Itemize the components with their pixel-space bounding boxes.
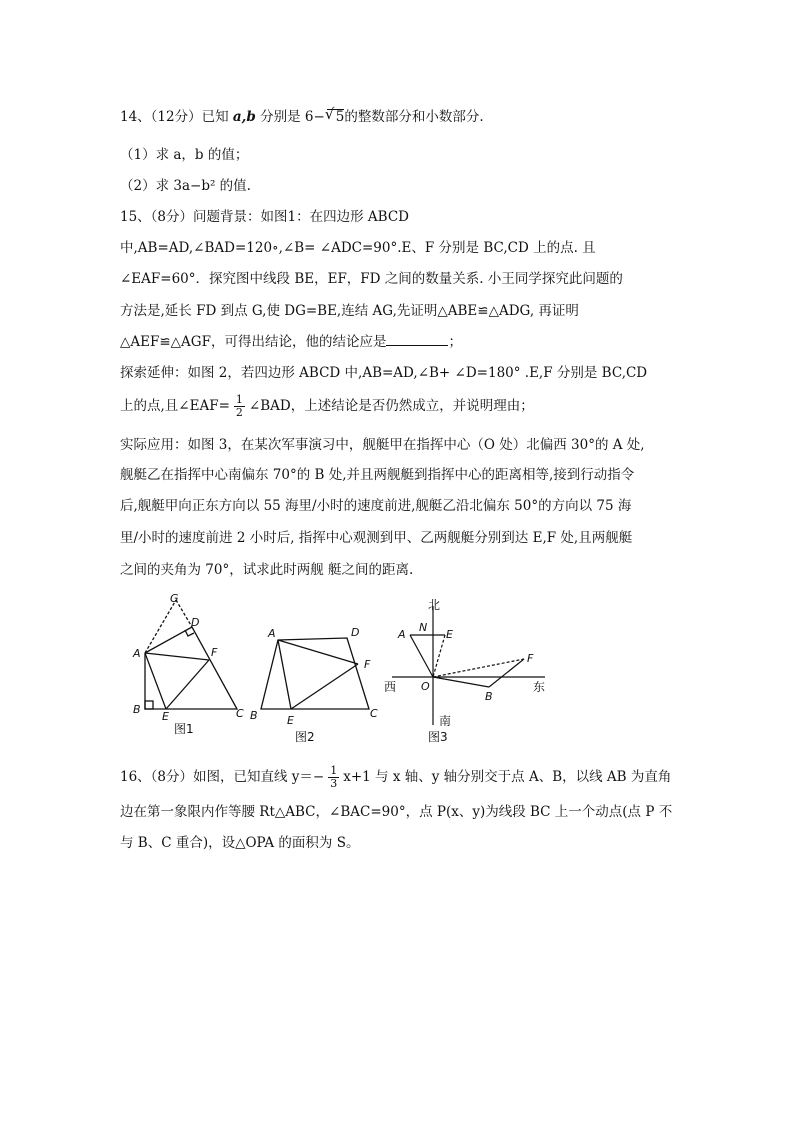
fig2-caption: 图2 bbox=[295, 730, 315, 744]
fig1-label-e: E bbox=[162, 710, 169, 723]
q14-part1: （1）求 a，b 的值； bbox=[120, 147, 249, 163]
fraction-numerator: 1 bbox=[235, 393, 243, 406]
fig1-label-c: C bbox=[236, 707, 244, 720]
fig3-label-north: 北 bbox=[428, 598, 441, 612]
fig3-label-n: N bbox=[419, 621, 428, 634]
q15-line-12: 之间的夹角为 70°，试求此时两舰 艇之间的距离. bbox=[120, 562, 414, 578]
q15-line-2: 中,AB=AD,∠BAD=120∘,∠B= ∠ADC=90°.E、F 分别是 BC,CD 上的点. 且 bbox=[120, 240, 596, 256]
q16-line-1-end: x+1 与 x 轴、y 轴分别交于点 A、B，以线 AB 为直角 bbox=[343, 769, 672, 785]
fig2-label-d: D bbox=[351, 626, 360, 639]
fraction-denominator: 2 bbox=[235, 406, 243, 419]
q15-line-6: 探索延伸：如图 2，若四边形 ABCD 中,AB=AD,∠B+ ∠D=180° .E,F 分别是 BC,CD bbox=[120, 365, 648, 381]
q15-line-10: 后,舰艇甲向正东方向以 55 海里/小时的速度前进,舰艇乙沿北偏东 50°的方向以 75 海 bbox=[120, 498, 632, 514]
fig1-caption: 图1 bbox=[174, 722, 194, 736]
fig3-caption: 图3 bbox=[428, 730, 448, 744]
q15-line-1: 15、（8分）问题背景：如图1：在四边形 ABCD bbox=[120, 209, 409, 225]
q16-line-1 bbox=[120, 765, 671, 790]
q15-line-5-end: ； bbox=[448, 334, 462, 350]
q16-line-3: 与 B、C 重合)，设△OPA 的面积为 S。 bbox=[120, 835, 360, 851]
q14-mid: 分别是 6− bbox=[255, 109, 325, 125]
q14-prefix: 14、（12分）已知 bbox=[120, 109, 233, 125]
fig2-label-f: F bbox=[364, 658, 371, 671]
fig2-label-a: A bbox=[268, 627, 276, 640]
fig1-label-a: A bbox=[133, 647, 141, 660]
figure-3 bbox=[392, 606, 545, 725]
fig3-label-a: A bbox=[398, 628, 406, 641]
q14-sqrt-arg: 5 bbox=[335, 109, 345, 125]
fig3-label-west: 西 bbox=[384, 680, 397, 694]
fig3-label-o: O bbox=[421, 680, 430, 693]
fig1-label-f: F bbox=[211, 646, 218, 659]
fig3-label-f: F bbox=[527, 652, 534, 665]
fraction-third bbox=[328, 765, 339, 790]
fraction-numerator: 1 bbox=[330, 764, 338, 777]
fig2-label-c: C bbox=[370, 707, 378, 720]
figure-2 bbox=[261, 638, 369, 709]
q15-line-11: 里/小时的速度前进 2 小时后, 指挥中心观测到甲、乙两舰艇分别到达 E,F 处,且两舰艇 bbox=[120, 530, 633, 546]
fraction-denominator: 3 bbox=[330, 777, 338, 790]
fig3-label-east: 东 bbox=[533, 680, 546, 694]
q14-part2: （2）求 3a−b² 的值. bbox=[120, 178, 251, 194]
q15-line-7-text: 上的点,且∠EAF= bbox=[120, 398, 230, 414]
q15-line-4: 方法是,延长 FD 到点 G,使 DG=BE,连结 AG,先证明△ABE≌△ADG, 再证明 bbox=[120, 303, 579, 319]
fig1-label-g: G bbox=[170, 592, 179, 605]
q15-line-9: 舰艇乙在指挥中心南偏东 70°的 B 处,并且两舰艇到指挥中心的距离相等,接到行动指令 bbox=[120, 467, 635, 483]
fig3-label-b: B bbox=[485, 690, 493, 703]
q15-line-3: ∠EAF=60°．探究图中线段 BE，EF，FD 之间的数量关系. 小王同学探究此问题的 bbox=[120, 271, 623, 287]
q15-line-5-text: △AEF≌△AGF，可得出结论，他的结论应是 bbox=[120, 334, 387, 350]
q15-line-7-end: ∠BAD，上述结论是否仍然成立，并说明理由； bbox=[248, 398, 534, 414]
fig1-label-b: B bbox=[133, 703, 141, 716]
fig2-label-b: B bbox=[250, 709, 258, 722]
fig1-label-d: D bbox=[191, 616, 200, 629]
figure-2-labels bbox=[250, 626, 378, 744]
fig2-label-e: E bbox=[287, 714, 294, 727]
fig3-label-south: 南 bbox=[439, 714, 452, 728]
q16-line-1-text: 16、（8分）如图，已知直线 y＝− bbox=[120, 769, 325, 785]
q14-vars: a,b bbox=[232, 109, 256, 125]
fig3-label-e: E bbox=[446, 628, 453, 641]
q15-line-8: 实际应用：如图 3，在某次军事演习中，舰艇甲在指挥中心（O 处）北偏西 30°的 A 处, bbox=[120, 437, 645, 453]
q14-suffix: 的整数部分和小数部分. bbox=[344, 109, 484, 125]
q16-line-2: 边在第一象限内作等腰 Rt△ABC，∠BAC=90°，点 P(x、y)为线段 BC 上一个动点(点 P 不 bbox=[120, 804, 673, 820]
